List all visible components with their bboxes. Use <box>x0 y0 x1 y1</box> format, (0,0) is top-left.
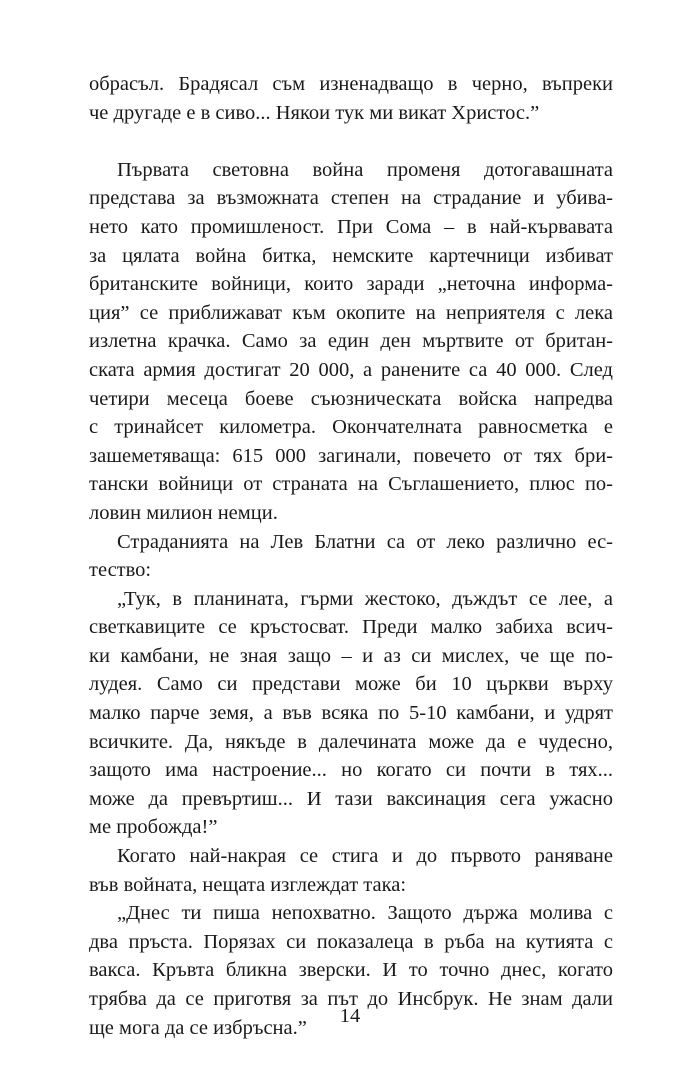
body-text <box>89 70 613 1042</box>
page-number: 14 <box>339 1005 361 1027</box>
text-line: във войната, нещата изглеждат така: <box>89 873 407 896</box>
text-line: представа за възможната степен на страдание и убива- <box>89 187 613 210</box>
text-line: нето като промишленост. При Сома – в най-кървавата <box>89 215 613 238</box>
text-line: всичките. Да, някъде в далечината може да е чудесно, <box>89 730 613 753</box>
text-line: вакса. Кръвта бликна зверски. И то точно днес, когато <box>89 959 613 982</box>
text-line: обрасъл. Брадясал съм изненадващо в черно, въпреки <box>89 73 613 95</box>
text-line: ската армия достигат 20 000, а ранените са 40 000. След <box>89 358 613 381</box>
text-line: Страданията на Лев Блатни са от леко различно ес- <box>117 530 613 553</box>
text-line: Първата световна война променя дотогавашната <box>117 158 613 181</box>
text-line: малко парче земя, а във всяка по 5-10 камбани, и удрят <box>89 702 613 725</box>
text-line: тански войници от страната на Съглашението, плюс по- <box>89 473 613 496</box>
text-line: с тринайсет километра. Окончателната равносметка е <box>89 416 613 439</box>
text-line: ловин милион немци. <box>89 501 278 524</box>
text-line: светкавиците се кръстосват. Преди малко забиха всич- <box>89 616 613 639</box>
paragraph-gap <box>89 127 613 156</box>
text-line: зашеметяваща: 615 000 загинали, повечето от тях бри- <box>89 444 613 467</box>
text-line: може да превъртиш... И тази ваксинация сега ужасно <box>89 787 613 810</box>
text-line: четири месеца боеве съюзническата войска напредва <box>89 387 613 410</box>
text-line: излетна крачка. Само за един ден мъртвите от британ- <box>89 330 613 353</box>
text-line: за цялата война битка, немските картечници избиват <box>89 244 613 267</box>
text-line: „Днес ти пиша непохватно. Защото държа молива с <box>117 902 613 925</box>
text-line: ме пробожда!” <box>89 816 218 839</box>
text-line: ще мога да се избръсна.” <box>89 1016 307 1039</box>
text-line: британските войници, които заради „неточна информа- <box>89 273 613 296</box>
text-line: два пръста. Порязах си показалеца в ръба на кутията с <box>89 930 613 953</box>
text-line: защото има настроение... но когато си почти в тях... <box>89 759 613 782</box>
text-line: тество: <box>89 559 152 582</box>
text-line: ция” се приближават към окопите на неприятеля с лека <box>89 301 613 324</box>
text-line: че другаде е в сиво... Някои тук ми викат Христос.” <box>89 101 540 124</box>
text-line: Когато най-накрая се стига и до първото раняване <box>117 845 613 868</box>
text-line: лудея. Само си представи може би 10 църкви върху <box>89 673 613 696</box>
text-line: „Тук, в планината, гърми жестоко, дъждът се лее, а <box>117 587 613 610</box>
text-line: трябва да се приготвя за път до Инсбрук. Не знам дали <box>89 988 613 1010</box>
text-line: ки камбани, не зная защо – и аз си мислех, че ще по- <box>89 644 613 667</box>
